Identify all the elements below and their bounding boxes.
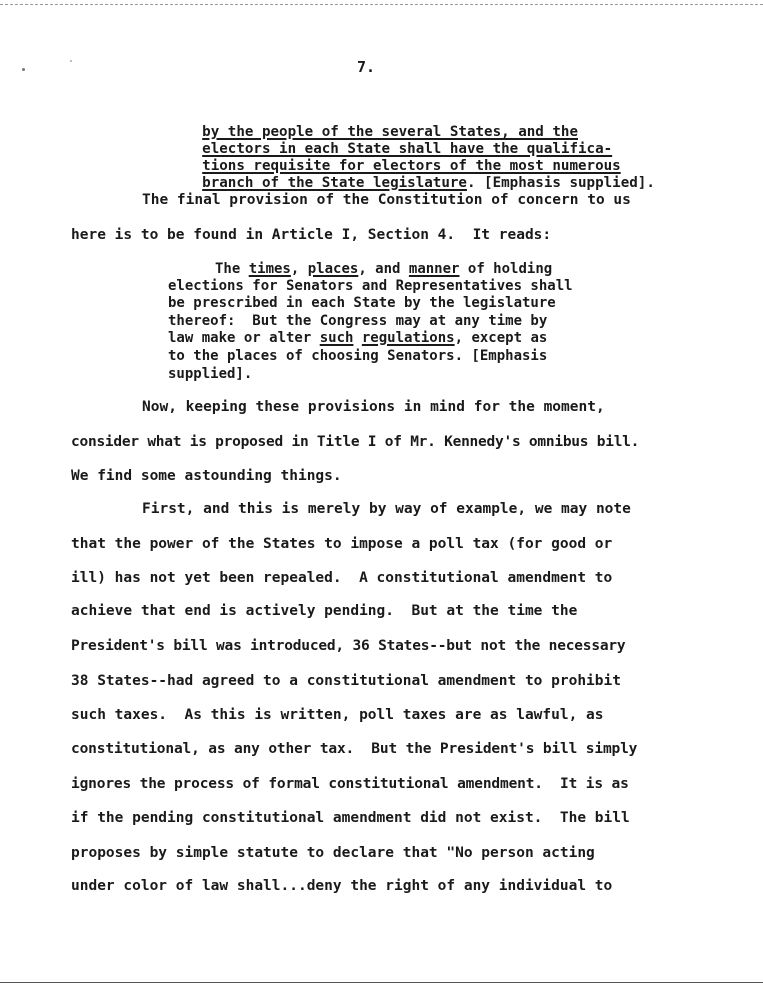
paragraph-line: proposes by simple statute to declare that "No person acting	[71, 845, 595, 861]
scan-speck	[70, 60, 72, 62]
paragraph-line: Now, keeping these provisions in mind for the moment,	[142, 399, 605, 415]
quote2-underlined-word: places	[307, 261, 359, 277]
paragraph-line: The final provision of the Constitution of concern to us	[142, 192, 631, 208]
quote1-underlined-text: electors in each State shall have the qualifica-	[202, 141, 613, 157]
scan-speck	[22, 68, 25, 71]
quote2-text: law make or alter	[168, 330, 320, 346]
paragraph-line: 38 States--had agreed to a constitutional amendment to prohibit	[71, 673, 621, 689]
paragraph-line: President's bill was introduced, 36 States--but not the necessary	[71, 638, 626, 654]
paragraph-line: if the pending constitutional amendment did not exist. The bill	[71, 810, 630, 826]
paragraph-line: that the power of the States to impose a poll tax (for good or	[71, 536, 613, 552]
quote2-line: supplied].	[168, 366, 253, 382]
quote2-underlined-word: such	[319, 330, 354, 346]
quote2-line: elections for Senators and Representatives shall	[168, 278, 573, 294]
paragraph-line: consider what is proposed in Title I of Mr. Kennedy's omnibus bill.	[71, 434, 640, 450]
quote1-underlined-text: by the people of the several States, and the	[202, 124, 579, 140]
bottom-rule	[0, 982, 763, 983]
paragraph-line: ill) has not yet been repealed. A constitutional amendment to	[71, 570, 613, 586]
quote1-underlined-text: branch of the State legislature	[202, 175, 467, 191]
paragraph-line: such taxes. As this is written, poll taxes are as lawful, as	[71, 707, 604, 723]
quote2-line	[215, 261, 552, 278]
paragraph-line: First, and this is merely by way of example, we may note	[142, 501, 631, 517]
quote2-text	[353, 330, 361, 346]
quote2-line: be prescribed in each State by the legislature	[168, 295, 556, 311]
quote2-line: thereof: But the Congress may at any time by	[168, 313, 548, 329]
quote1-underlined-text: tions requisite for electors of the most numerous	[202, 158, 621, 174]
quote2-underlined-word: times	[248, 261, 291, 277]
quote2-text: , except as	[454, 330, 548, 346]
quote2-text: , and	[358, 261, 409, 277]
paragraph-line: here is to be found in Article I, Section 4. It reads:	[71, 227, 552, 243]
quote2-text: ,	[290, 261, 308, 277]
paragraph-line: ignores the process of formal constitutional amendment. It is as	[71, 776, 629, 792]
quote2-underlined-word: manner	[408, 261, 460, 277]
quote2-line: to the places of choosing Senators. [Emphasis	[168, 348, 548, 364]
quote1-emphasis-note: . [Emphasis supplied].	[466, 175, 655, 191]
top-dashed-rule	[0, 4, 763, 5]
page-number: 7.	[357, 58, 376, 76]
quote2-text: of holding	[459, 261, 553, 277]
quote2-line	[168, 330, 547, 347]
quote2-text: The	[215, 261, 249, 277]
paragraph-line: We find some astounding things.	[71, 468, 342, 484]
quote2-underlined-word: regulations	[361, 330, 455, 346]
paragraph-line: achieve that end is actively pending. But at the time the	[71, 603, 578, 619]
paragraph-line: under color of law shall...deny the right of any individual to	[71, 878, 613, 894]
paragraph-line: constitutional, as any other tax. But the President's bill simply	[71, 741, 638, 757]
